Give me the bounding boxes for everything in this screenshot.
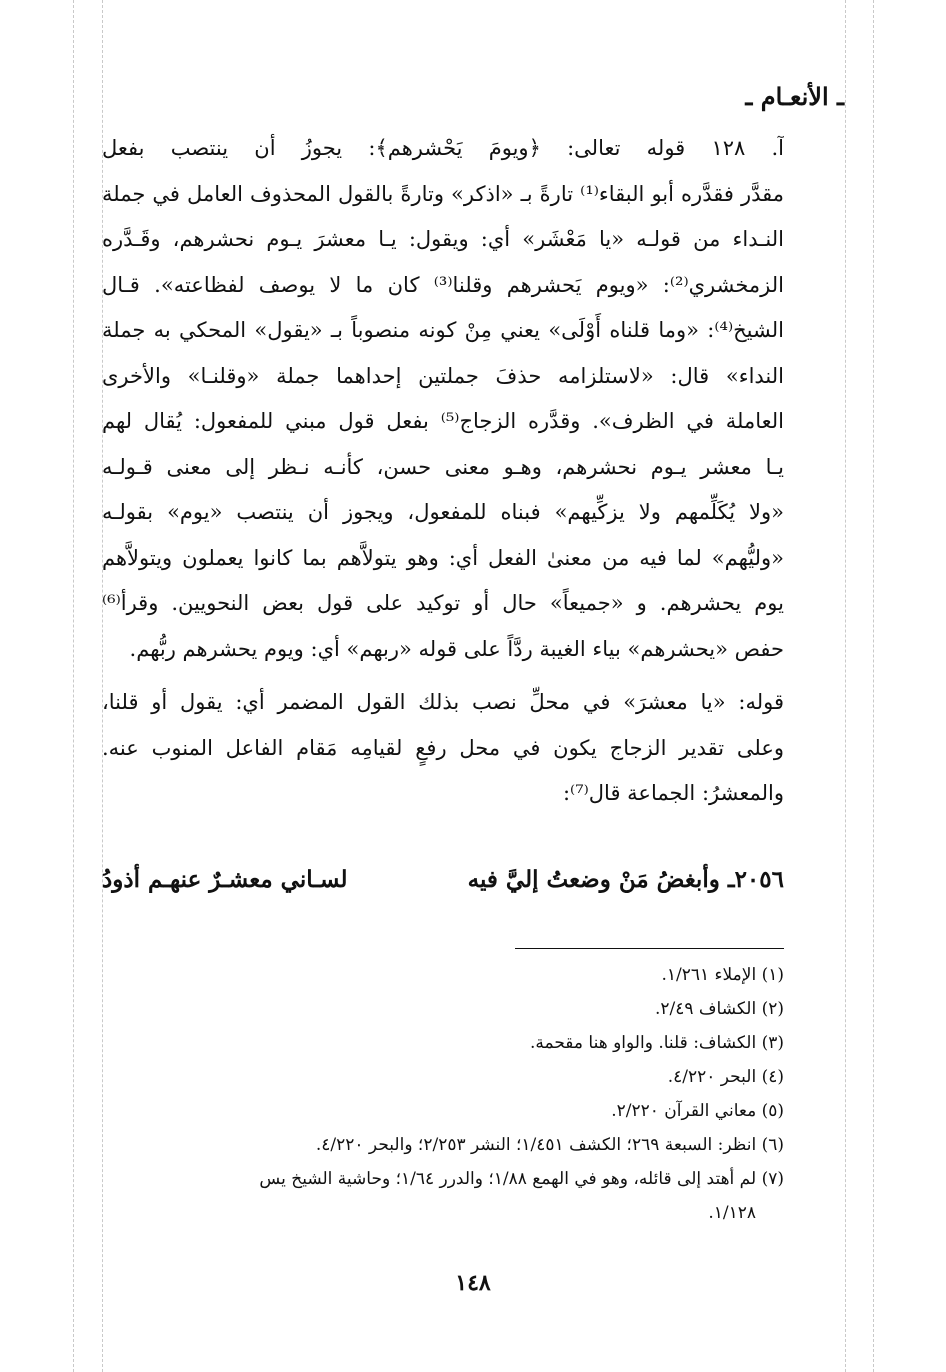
footnote-continuation: ١/١٢٨.	[708, 1203, 756, 1223]
footnote: (٣) الكشاف: قلنا. والواو هنا مقحمة.	[529, 1033, 784, 1053]
body-line: يوم يحشرهم. و «جميعاً» حال أو توكيد على قول بعض النحويين. وقرأ⁽⁶⁾	[102, 591, 784, 615]
body-line: آ. ١٢٨ قوله تعالى: ﴿ويومَ يَحْشرهم﴾: يجوزُ أن ينتصب بفعل	[102, 136, 784, 160]
page-number: ١٤٨	[455, 1270, 491, 1296]
body-line: «وليُّهم» لما فيه من معنىٰ الفعل أي: وهو يتولاَّهم بما كانوا يعملون ويتولاَّهم	[102, 545, 784, 570]
footnotes	[102, 958, 784, 1230]
margin-guide-left-outer	[73, 0, 74, 1372]
body-line: قوله: «يا معشرَ» في محلِّ نصب بذلك القول المضمر أي: يقول أو قلنا،	[102, 690, 784, 714]
verse-first-hemistich: ٢٠٥٦ـ وأبغضُ مَنْ وضعتُ إليَّ فيه	[467, 866, 784, 893]
footnote: (٦) انظر: السبعة ٢٦٩؛ الكشف ١/٤٥١؛ النشر ٢/٢٥٣؛ والبحر ٤/٢٢٠.	[315, 1135, 784, 1155]
footnote: (٧) لم أهتد إلى قائله، وهو في الهمع ١/٨٨؛ والدرر ١/٦٤؛ وحاشية الشيخ يس	[259, 1169, 784, 1189]
body-line: النـداء من قولـه «يا مَعْشَر» أي: ويقول: يـا معشرَ يـوم نحشرهم، وقَـدَّره	[102, 227, 784, 251]
body-line: وعلى تقدير الزجاج يكون في محل رفعٍ لقيامِه مَقام الفاعل المنوب عنه.	[102, 735, 784, 760]
paragraph-gap	[102, 672, 784, 680]
footnote: (٢) الكشاف ٢/٤٩.	[654, 999, 784, 1019]
poetry-verse	[102, 858, 784, 908]
footnote: (١) الإملاء ١/٢٦١.	[661, 965, 784, 985]
body-line: «ولا يُكَلِّمهم ولا يزكِّيهم» فبناه للمفعول، ويجوز أن ينتصب «يوم» بقولـه	[102, 500, 784, 524]
body-line: يـا معشر يـوم نحشرهم، وهـو معنى حسن، كأنـه نـظر إلى معنى قـولـه	[102, 454, 784, 479]
body-line: مقدَّر فقدَّره أبو البقاء⁽¹⁾ تارةً بـ «اذكر» وتارةً بالقول المحذوف العامل في جملة	[102, 181, 784, 206]
margin-guide-right-outer	[873, 0, 874, 1372]
body-line: العاملة في الظرف». وقدَّره الزجاج⁽⁵⁾ بفعل قول مبني للمفعول: يُقال لهم	[102, 409, 784, 433]
footnote-separator	[515, 948, 784, 949]
margin-guide-right-inner	[845, 0, 846, 1372]
body-line: حفص «يحشرهم» بياء الغيبة ردَّاً على قوله «ربهم» أي: ويوم يحشرهم ربُّهم.	[129, 636, 784, 661]
body-line: الشيخ⁽⁴⁾: «وما قلناه أَوْلَى» يعني مِنْ كونه منصوباً بـ «يقول» المحكي به جملة	[102, 318, 784, 342]
body-line: النداء» قال: «لاستلزامه حذفَ جملتين إحداهما جملة «وقلنـا» والأخرى	[102, 363, 784, 388]
commentary-body	[102, 126, 784, 817]
running-header: ـ الأنعـام ـ	[745, 82, 844, 111]
body-line: الزمخشري⁽²⁾: «ويوم يَحشرهم وقلنا⁽³⁾ كان ما لا يوصف لفظاعته». قـال	[102, 272, 784, 297]
footnote: (٤) البحر ٤/٢٢٠.	[667, 1067, 784, 1087]
footnote: (٥) معاني القرآن ٢/٢٢٠.	[611, 1101, 784, 1121]
verse-second-hemistich: لسـاني معشـرٌ عنهـم أذودُ	[102, 866, 348, 893]
body-line: والمعشرُ: الجماعة قال⁽⁷⁾:	[562, 781, 784, 805]
